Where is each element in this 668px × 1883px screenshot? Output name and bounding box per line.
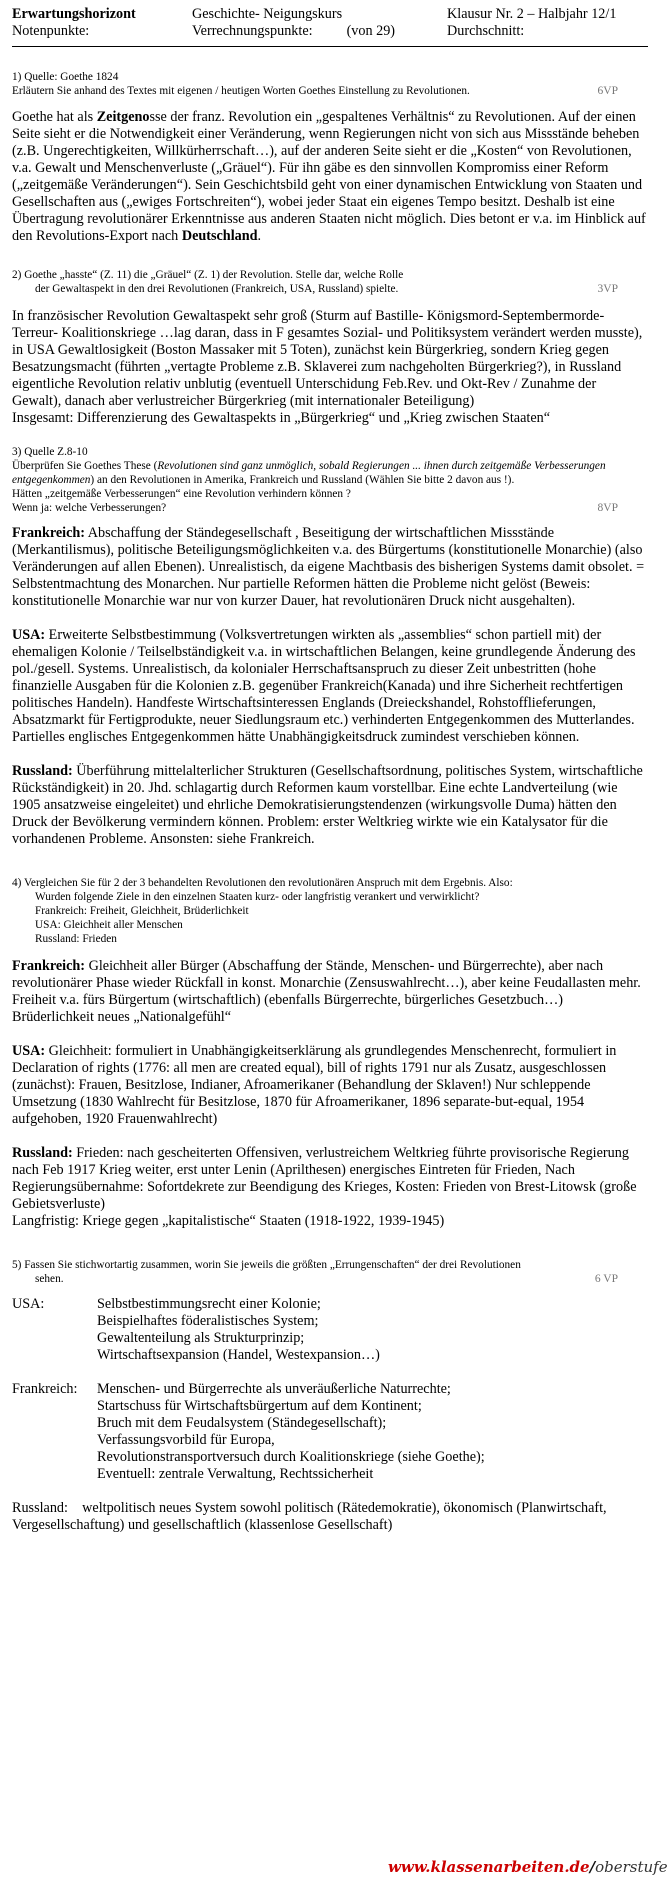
footer-link[interactable] [388, 1858, 668, 1876]
task-1 [12, 70, 648, 98]
footer-section[interactable]: oberstufe [595, 1858, 668, 1876]
answer-5-ru-text: weltpolitisch neues System sowohl politisch (Rätedemokratie), ökonomisch (Planwirtschaft, Vergesellschaftung) und gesellschaftlich (klassenlose Gesellschaft) [12, 1500, 607, 1533]
task-4-line-2: Wurden folgende Ziele in den einzelnen Staaten kurz- oder langfristig verankert und verwirklicht? [35, 891, 480, 903]
list-item: Verfassungsvorbild für Europa, [97, 1432, 275, 1448]
answer-3-russland [12, 763, 648, 848]
list-item: Eventuell: zentrale Verwaltung, Rechtssicherheit [97, 1466, 374, 1482]
answer-1 [12, 109, 648, 245]
task-3-line-2-b: ) an den Revolutionen in Amerika, Frankreich und Russland (Wählen Sie bitte 2 davon aus !). [90, 474, 515, 486]
task-2 [12, 268, 648, 296]
answer-1-bold-a: Zeitgeno [96, 109, 150, 125]
answer-5-fr-label: Frankreich: [12, 1381, 78, 1397]
task-5-line-1: 5) Fassen Sie stichwortartig zusammen, worin Sie jeweils die größten „Errungenschaften“ der drei Revolutionen [12, 1259, 521, 1271]
task-4-line-3: Frankreich: Freiheit, Gleichheit, Brüderlichkeit [35, 905, 249, 917]
answer-4-usa [12, 1043, 648, 1128]
answer-5-fr-list [97, 1381, 648, 1483]
task-3-line-2 [12, 459, 648, 487]
answer-5-russland [12, 1500, 648, 1534]
answer-4-ru-text: Frieden: nach gescheiterten Offensiven, verlustreichem Weltkrieg führte provisorische Regierung nach Feb 1917 Krieg weiter, erst unter Lenin (Aprilthesen) energisches Eintreten für Frieden, Nach Regierungsübernahme: Sofortdekrete zur Beendigung des Krieges, Kosten: Frieden von Brest-Litowsk (große Gebietsverluste) [12, 1145, 637, 1212]
task-5-points: 6 VP [594, 1273, 618, 1285]
answer-4-russland [12, 1145, 648, 1230]
task-1-points: 6VP [597, 85, 618, 97]
list-item: Bruch mit dem Feudalsystem (Ständegesellschaft); [97, 1415, 387, 1431]
footer-slash: / [589, 1858, 596, 1876]
footer-site[interactable]: www.klassenarbeiten.de [388, 1858, 590, 1876]
task-3-line-2-a: Überprüfen Sie Goethes These ( [12, 460, 158, 472]
task-3-quote: Revolutionen sind ganz unmöglich, sobald Regierungen ... ihnen durch zeitgemäße Verbesserungen entgegenkommen [12, 460, 606, 486]
answer-2 [12, 308, 648, 427]
answer-5-usa [12, 1296, 648, 1364]
list-item: Gewaltenteilung als Strukturprinzip; [97, 1330, 305, 1346]
answer-1-text-a: Goethe hat als [12, 109, 97, 125]
answer-3-ru-text: Überführung mittelalterlicher Strukturen (Gesellschaftsordnung, politisches System, wirtschaftliche Rückständigkeit) in 20. Jhd. schlagartig durch Reformen kaum vorstellbar. Eine echte Landverteilung (wie 1905 ansatzweise eingeleitet) und ehrliche Demokratisierungstendenzen (wirkungsvolle Duma) hätten den Druck der Bevölkerung vermindern können. Problem: erster Weltkrieg wirkte wie ein Katalysator für die vorhandenen Probleme. Ansonsten: siehe Frankreich. [12, 763, 643, 847]
list-item: Menschen- und Bürgerrechte als unveräußerliche Naturrechte; [97, 1381, 451, 1397]
task-5 [12, 1258, 648, 1286]
task-3-line-4: Wenn ja: welche Verbesserungen? [12, 502, 167, 514]
task-3-points: 8VP [597, 502, 618, 514]
task-1-line-1: 1) Quelle: Goethe 1824 [12, 71, 119, 83]
answer-4-frankreich [12, 958, 648, 1026]
header-durchschnitt: Durchschnitt: [447, 23, 525, 39]
header-verrechnung [192, 23, 447, 40]
list-item: Startschuss für Wirtschaftsbürgertum auf dem Kontinent; [97, 1398, 422, 1414]
list-item: Selbstbestimmungsrecht einer Kolonie; [97, 1296, 321, 1312]
list-item: Beispielhaftes föderalistisches System; [97, 1313, 319, 1329]
answer-5-frankreich [12, 1381, 648, 1483]
task-4-line-1: 4) Vergleichen Sie für 2 der 3 behandelten Revolutionen den revolutionären Anspruch mit dem Ergebnis. Also: [12, 877, 513, 889]
answer-4-fr-label: Frankreich: [12, 958, 86, 974]
answer-3-fr-text: Abschaffung der Ständegesellschaft , Beseitigung der wirtschaftlichen Missstände (Merkantilismus), politische Beteiligungsmöglichkeiten v.a. des Bürgertums (konstitutionelle Monarchie) (also Veränderungen auf allen Ebenen). Unrealistisch, da eigene Machtbasis des bisherigen Systems damit obsolet. = Selbstentmachtung des Monarchen. Nur partielle Reformen hätten die Probleme nicht gelöst (Beweis: konstitutionelle Monarchie war nur von kurzer Dauer, hat revolutionären Druck nicht ausgehalten). [12, 525, 645, 609]
task-4-line-4: USA: Gleichheit aller Menschen [35, 919, 183, 931]
list-item: Revolutionstransportversuch durch Koalitionskriege (siehe Goethe); [97, 1449, 485, 1465]
answer-2-summary: Insgesamt: Differenzierung des Gewaltaspekts in „Bürgerkrieg“ und „Krieg zwischen Staaten“ [12, 410, 551, 426]
task-4 [12, 876, 648, 946]
list-item: Wirtschaftsexpansion (Handel, Westexpansion…) [97, 1347, 380, 1363]
document-page [12, 6, 648, 1534]
answer-4-ru-longterm: Langfristig: Kriege gegen „kapitalistische“ Staaten (1918-1922, 1939-1945) [12, 1213, 445, 1229]
header-von: (von 29) [346, 23, 396, 39]
answer-3-fr-label: Frankreich: [12, 525, 86, 541]
answer-2-text: In französischer Revolution Gewaltaspekt sehr groß (Sturm auf Bastille- Königsmord-Septembermorde- Terreur- Koalitionskriege …lag daran, dass in F gesamtes Sozial- und Politiksystem verändert werden musste), in USA Gewaltlosigkeit (Boston Massaker mit 5 Toten), zunächst kein Bürgerkrieg, sondern Krieg gegen Besatzungsmacht (führten „vertagte Probleme z.B. Sklaverei zum nachgeholten Bürgerkrieg?), in Russland eigentliche Revolution relativ unblutig (eventuell Unterschidung Feb.Rev. und Okt-Rev / Zunahme der Gewalt), danach aber verlustreicher Bürgerkrieg (mit internationaler Beteiligung) [12, 308, 643, 409]
answer-4-usa-text: Gleichheit: formuliert in Unabhängigkeitserklärung als grundlegendes Menschenrecht, formuliert in Declaration of rights (1776: all men are created equal), bill of rights 1791 nur als Zusatz, ausgeschlossen (zunächst): Frauen, Besitzlose, Indianer, Afroamerikaner (Behandlung der Sklaven!) Nur schleppende Umsetzung (1830 Wahlrecht für Besitzlose, 1870 für Afroamerikaner, 1896 separate-but-equal, 1954 aufgehoben, 1920 Frauenwahlrecht) [12, 1043, 617, 1127]
answer-1-text-b: sse der franz. Revolution ein „gespaltenes Verhältnis“ zu Revolutionen. Auf der einen Seite sieht er die Notwendigkeit einer Veränderung, wenn Regierungen nicht von sich aus Missstände beheben (z.B. Ungerechtigkeiten, Willkürherrschaft…), auf der anderen Seite sieht er die „Kosten“ von Revolutionen, v.a. Gewalt und Menschenverluste („Gräuel“). Für ihn gäbe es den sinnvollen Kompromiss einer Reform („zeitgemäße Veränderungen“). Sein Geschichtsbild geht von einer dynamischen Entwicklung von Staaten und Gesellschaften aus („ewiges Fortschreiten“), wobei jeder Staat ein eigenes Tempo besitzt. Deshalb ist eine Übertragung revolutionärer Erkenntnisse aus anderen Staaten nicht möglich. Dies betont er v.a. im Hinblick auf den Revolutions-Export nach [12, 109, 646, 244]
task-5-line-2: sehen. [35, 1273, 64, 1285]
answer-5-usa-label: USA: [12, 1296, 45, 1312]
answer-4-usa-label: USA: [12, 1043, 46, 1059]
answer-3-usa-text: Erweiterte Selbstbestimmung (Volksvertretungen wirkten als „assemblies“ schon partiell mit) der ehemaligen Kolonie / Teilselbständigkeit v.a. in wirtschaftlichen Belangen, keine grundlegende Änderung des pol./gesell. Systems. Unrealistisch, da kolonialer Herrschaftsanspruch zu dieser Zeit unbestritten (hohe finanzielle Ausgaben für die Kolonien z.B. gegenüber Frankreich(Kanada) und ihre Sicherheit rechtfertigen politisches Handeln). Handfeste Wirtschaftsinteressen Englands (Dreieckshandel, Rohstofflieferungen, Absatzmarkt für Fertigprodukte, neuer Siedlungsraum etc.) verhinderten Entgegenkommen des Mutterlandes. Partielles englisches Entgegenkommen hätte Unabhängigkeitsdruck zumindest verschieben können. [12, 627, 636, 745]
task-1-line-2: Erläutern Sie anhand des Textes mit eigenen / heutigen Worten Goethes Einstellung zu Revolutionen. [12, 85, 470, 97]
answer-3-usa-label: USA: [12, 627, 46, 643]
header [12, 6, 648, 40]
answer-5-usa-list [97, 1296, 648, 1364]
task-4-line-5: Russland: Frieden [35, 933, 117, 945]
answer-1-bold-b: Deutschland [181, 228, 258, 244]
header-rule [12, 46, 648, 47]
header-notenpunkte: Notenpunkte: [12, 23, 90, 39]
header-course: Geschichte- Neigungskurs [192, 6, 343, 22]
task-2-points: 3VP [597, 283, 618, 295]
task-3-line-1: 3) Quelle Z.8-10 [12, 446, 88, 458]
answer-3-ru-label: Russland: [12, 763, 73, 779]
header-verrechnung-label: Verrechnungspunkte: [192, 23, 313, 39]
answer-3-frankreich [12, 525, 648, 610]
header-title: Erwartungshorizont [12, 6, 136, 22]
answer-1-text-c: . [257, 228, 262, 244]
task-2-line-1: 2) Goethe „hasste“ (Z. 11) die „Gräuel“ (Z. 1) der Revolution. Stelle dar, welche Rolle [12, 269, 404, 281]
task-3-line-3: Hätten „zeitgemäße Verbesserungen“ eine Revolution verhindern können ? [12, 488, 351, 500]
answer-3-usa [12, 627, 648, 746]
answer-4-fr-text: Gleichheit aller Bürger (Abschaffung der Stände, Menschen- und Bürgerrechte), aber nach revolutionärer Phase wieder Rückfall in konst. Monarchie (Zensuswahlrecht…), aber keine Feudallasten mehr. Freiheit v.a. fürs Bürgertum (wirtschaftlich) (ebenfalls Bürgerrechte, bürgerliches Gesetzbuch…) Brüderlichkeit neues „Nationalgefühl“ [12, 958, 641, 1025]
task-3 [12, 445, 648, 515]
answer-4-ru-label: Russland: [12, 1145, 73, 1161]
answer-5-ru-label: Russland: [12, 1500, 68, 1516]
task-2-line-2: der Gewaltaspekt in den drei Revolutionen (Frankreich, USA, Russland) spielte. [35, 283, 399, 295]
header-klausur: Klausur Nr. 2 – Halbjahr 12/1 [447, 6, 617, 22]
